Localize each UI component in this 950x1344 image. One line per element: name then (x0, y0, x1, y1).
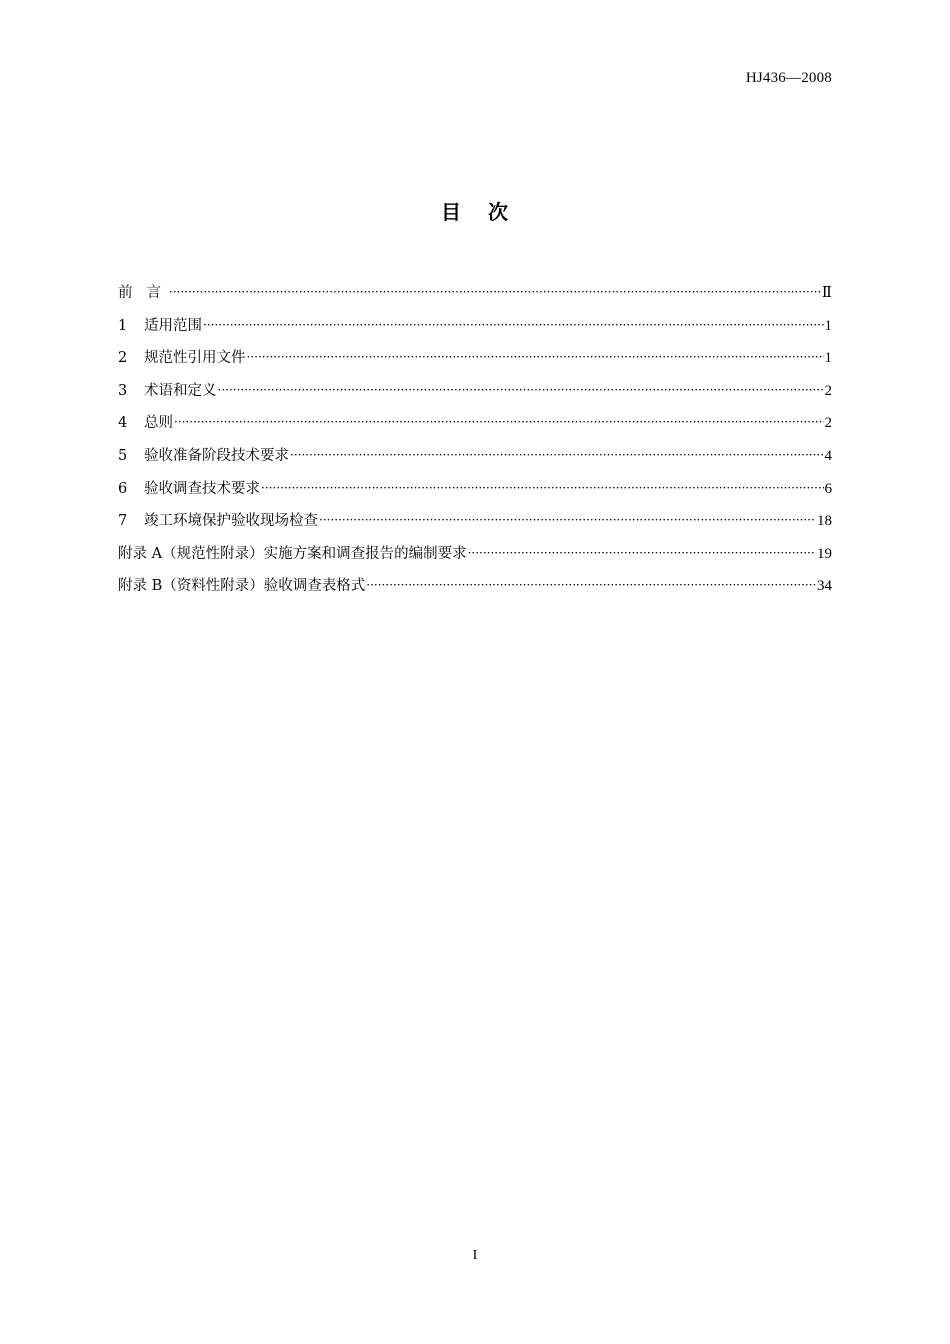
toc-entry-page: Ⅱ (821, 285, 832, 301)
toc-entry-label: 验收调查技术要求 (144, 480, 260, 497)
toc-title (0, 196, 950, 225)
toc-entry-foreword[interactable] (118, 283, 832, 316)
page-number: I (472, 1248, 478, 1263)
toc-entry-page: 1 (824, 350, 832, 367)
toc-entry-label: 验收准备阶段技术要求 (144, 447, 289, 464)
toc-entry-page: 4 (824, 447, 832, 464)
toc-leader-dots (468, 543, 816, 563)
toc-title-part2: 次 (488, 200, 509, 224)
toc-leader-dots (261, 478, 824, 498)
toc-entry-7[interactable] (118, 511, 832, 544)
toc-entry-page: 1 (824, 317, 832, 334)
toc-leader-dots (366, 575, 816, 595)
toc-leader-dots (218, 380, 824, 400)
standard-code: HJ436—2008 (745, 70, 832, 86)
toc-entry-number: 1 (118, 317, 128, 334)
toc-entry-1[interactable] (118, 316, 832, 349)
toc-entry-2[interactable] (118, 348, 832, 381)
toc-leader-dots (247, 347, 824, 367)
toc-entry-page: 18 (817, 513, 832, 530)
toc-entry-label: 附录 A（规范性附录）实施方案和调查报告的编制要求 (118, 545, 467, 562)
toc-leader-dots (169, 282, 821, 302)
toc-title-part1: 目 (441, 200, 462, 224)
toc-entry-number: 3 (118, 382, 128, 399)
toc-entry-page: 2 (824, 382, 832, 399)
toc-entry-appendix-b[interactable] (118, 576, 832, 609)
toc-entry-3[interactable] (118, 381, 832, 414)
toc-entry-label: 前言 (118, 285, 175, 301)
table-of-contents (118, 283, 832, 609)
toc-leader-dots (203, 315, 824, 335)
toc-entry-label: 竣工环境保护验收现场检查 (144, 513, 318, 530)
toc-leader-dots (174, 412, 824, 432)
toc-entry-appendix-a[interactable] (118, 544, 832, 577)
toc-entry-4[interactable] (118, 413, 832, 446)
toc-leader-dots (319, 510, 816, 530)
toc-entry-label: 附录 B（资料性附录）验收调查表格式 (118, 578, 366, 595)
toc-leader-dots (290, 445, 824, 465)
toc-entry-number: 5 (118, 447, 128, 464)
toc-entry-label: 规范性引用文件 (144, 350, 246, 367)
toc-entry-label: 总则 (144, 415, 173, 432)
toc-entry-number: 4 (118, 415, 128, 432)
toc-entry-page: 19 (817, 545, 832, 562)
toc-entry-page: 34 (817, 578, 832, 595)
toc-entry-number: 2 (118, 350, 128, 367)
toc-entry-5[interactable] (118, 446, 832, 479)
toc-entry-page: 2 (824, 415, 832, 432)
toc-entry-label: 术语和定义 (144, 382, 217, 399)
toc-entry-6[interactable] (118, 479, 832, 512)
toc-entry-number: 7 (118, 513, 128, 530)
toc-entry-number: 6 (118, 480, 128, 497)
toc-entry-label: 适用范围 (144, 317, 202, 334)
toc-entry-page: 6 (824, 480, 832, 497)
